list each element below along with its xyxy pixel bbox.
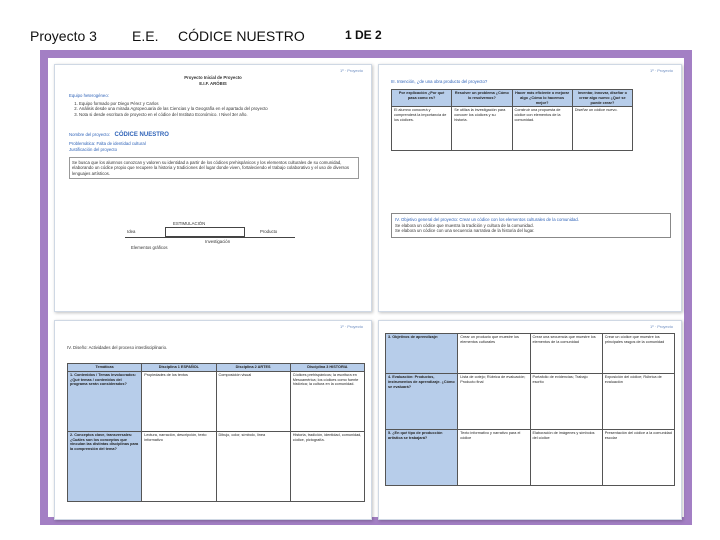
justification-label: Justificación del proyecto	[69, 146, 118, 152]
table-header: Temáticas	[68, 364, 142, 372]
table-cell: Crear una secuencia que muestre los elementos de la comunidad	[530, 334, 602, 374]
design-table	[67, 363, 365, 502]
intention-table	[391, 89, 633, 151]
page-tag: 1º · Proyecto	[339, 68, 363, 73]
slide-frame	[40, 50, 692, 525]
table-cell: 1. Contenidos / Temas involucrados: ¿Qué temas / contenidos del programa serán considerados?	[68, 371, 142, 431]
page-tag: 1º · Proyecto	[649, 324, 673, 329]
school-label: E.E.	[132, 28, 159, 44]
table-cell: Historia, tradición, identidad, comunidad, códice, pictografía.	[290, 431, 364, 501]
flow-center-label: ESTIMULACIÓN	[173, 221, 206, 226]
flow-label: Producto	[260, 229, 278, 234]
panel-subheading: E.I.F. ARÓBIS	[199, 80, 227, 86]
table-header: Resolver un problema ¿Cómo lo resolvemos?	[452, 90, 512, 107]
table-cell: Exposición del códice; Rúbrica de evaluación	[602, 374, 674, 430]
table-cell: Lectura, narración, descripción, texto informativo	[142, 431, 216, 501]
table-cell: 2. Conceptos clave, transversales: ¿Cuáles son los conceptos que vinculan las distintas disciplinas para la comprensión del tema?	[68, 431, 142, 501]
table-cell: Construir una propuesta de códice con elementos de la comunidad.	[512, 107, 572, 151]
table-cell: Elaboración de imágenes y símbolos del códice	[530, 430, 602, 486]
document-title: CÓDICE NUESTRO	[178, 28, 305, 44]
panel-heading: IV. Diseño: Actividades del proceso interdisciplinario.	[67, 345, 168, 350]
flow-bottom-label: Elementos gráficos	[131, 245, 168, 250]
page-tag: 1º · Proyecto	[649, 68, 673, 73]
table-cell: Diseñar un códice nuevo.	[572, 107, 632, 151]
list-item: Se elabora un códice con una secuencia narrativa de la historia del lugar.	[395, 228, 535, 234]
justification-text: Se busca que los alumnos conozcan y valoren su identidad a partir de los códices prehispánicos y los elementos culturales de su comunidad, elaborando un códice propio que recupere la historia y tradiciones del lugar donde viven, fortaleciendo el trabajo colaborativo y el uso de diversos lenguajes artísticos.	[69, 157, 359, 180]
table-cell: Composición visual	[216, 371, 290, 431]
table-cell: El alumno conocerá y comprenderá la importancia de los códices.	[392, 107, 452, 151]
list-item: Se elabora un códice que muestra la tradición y cultura de la comunidad.	[395, 222, 534, 228]
page-indicator: 1 DE 2	[345, 28, 382, 42]
section-label: Equipo heterogéneo:	[69, 93, 109, 98]
table-header: Disciplina 2 ARTES	[216, 364, 290, 372]
flow-line	[125, 237, 295, 238]
table-header: Por explicación ¿Por qué pasa como es?	[392, 90, 452, 107]
table-header: Disciplina 3 HISTORIA	[290, 364, 364, 372]
flow-label: Investigación	[205, 239, 231, 244]
list-item: 1. Equipo formado por Diego Pérez y Carlos	[79, 101, 359, 107]
page-tag: 1º · Proyecto	[339, 324, 363, 329]
table-cell: Lista de cotejo; Rúbrica de evaluación; Producto final	[458, 374, 530, 430]
page-thumbnail-1[interactable]	[54, 64, 372, 312]
table-cell: Presentación del códice a la comunidad escolar	[602, 430, 674, 486]
objectives-table	[385, 333, 675, 486]
objective-label: IV. Objetivo general del proyecto: Crear un códice con los elementos culturales de la comunidad.	[395, 217, 580, 222]
table-cell: Portafolio de evidencias; Trabajo escrito	[530, 374, 602, 430]
panel-heading: III. Intención, ¿de una obra producto del proyecto?	[391, 79, 488, 84]
list-item: 2. Análisis desde una mirada Agropecuaria de las Ciencias y la Geografía en el apartado del proyecto	[79, 106, 359, 112]
page-thumbnail-2[interactable]	[378, 64, 682, 312]
table-cell: Texto informativo y narrativo para el códice	[458, 430, 530, 486]
project-label: Proyecto 3	[30, 28, 97, 44]
project-name-label: Nombre del proyecto:	[69, 132, 111, 138]
table-cell: Códices prehispánicos; la escritura en Mesoamérica; los códices como fuente histórica; la cultura en la comunidad.	[290, 371, 364, 431]
table-header: Hacer más eficiente o mejorar algo ¿Cómo lo hacemos mejor?	[512, 90, 572, 107]
table-cell: 3. Objetivos de aprendizaje:	[386, 334, 458, 374]
project-name: CÓDICE NUESTRO	[114, 132, 169, 139]
table-cell: 5. ¿En qué tipo de producción artística se trabajará?	[386, 430, 458, 486]
panel-heading: Proyecto Inicial de Proyecto	[184, 75, 242, 80]
list-item: 3. Nota si desde escritura de proyecto en el códice del Instituto Económico. I Nivel 3er año.	[79, 112, 359, 118]
flow-bracket	[165, 227, 245, 237]
problem-label: Problemática: Falta de identidad cultural	[69, 141, 146, 147]
table-cell: Crear un códice que muestre los principales rasgos de la comunidad	[602, 334, 674, 374]
table-header: Disciplina 1 ESPAÑOL	[142, 364, 216, 372]
table-header: Inventar, innovar, diseñar o crear algo nuevo ¿Qué se puede crear?	[572, 90, 632, 107]
table-cell: Crear un producto que muestre los elementos culturales	[458, 334, 530, 374]
flow-label: Idea	[127, 229, 136, 234]
table-cell: Dibujo, color, símbolo, línea	[216, 431, 290, 501]
page-thumbnail-3[interactable]	[54, 320, 372, 520]
table-cell: Se utiliza la investigación para conocer los códices y su historia.	[452, 107, 512, 151]
table-cell: Propiedades de los textos	[142, 371, 216, 431]
table-cell: 4. Evaluación: Productos, instrumentos de aprendizaje. ¿Cómo se evaluará?	[386, 374, 458, 430]
page-thumbnail-4[interactable]	[378, 320, 682, 520]
